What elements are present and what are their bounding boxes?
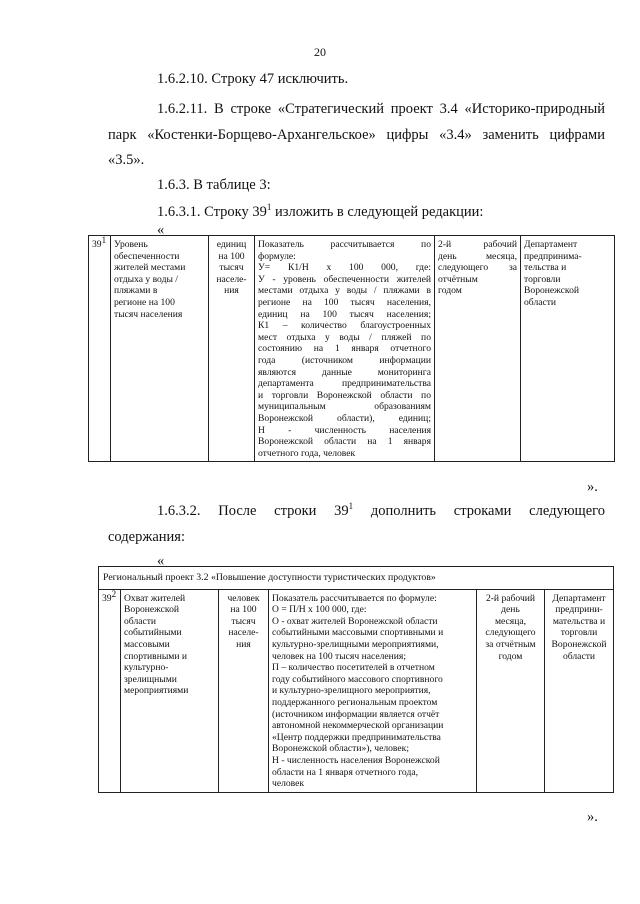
cell-num: $39^2$ xyxy=(99,589,121,792)
cell-line: области xyxy=(124,615,157,627)
paragraph-1-6-2-10: 1.6.2.10. Строку 47 исключить. xyxy=(157,71,349,87)
cell-line: департамента предпринимательства xyxy=(258,378,431,390)
cell-line: мероприятиями xyxy=(124,685,189,697)
cell-line: жителей местами xyxy=(114,262,186,274)
cell-line: У= К1/Н х 100 000, где: xyxy=(258,262,431,274)
cell-line: (источником информации является отчёт xyxy=(272,708,440,720)
cell-line: годом xyxy=(438,285,462,297)
cell-line: являются данные мониторинга xyxy=(258,366,431,378)
cell-line: регионе на 100 xyxy=(114,296,175,308)
cell-line: области xyxy=(562,650,596,662)
cell-line: К1 – количество благоустроенных xyxy=(258,320,431,332)
cell-line: Н - численность населения Воронежской xyxy=(272,754,440,766)
cell-line: мательства и xyxy=(552,615,606,627)
cell-line: следующего xyxy=(485,627,536,639)
cell-line: предпринима- xyxy=(524,250,582,262)
page-number: 20 xyxy=(314,45,326,59)
cell-line: и культурно-зрелищного мероприятия, xyxy=(272,685,431,697)
cell-line: и торговли Воронежской области по xyxy=(258,389,431,401)
paragraph-1-6-3-2-line-2: содержания: xyxy=(108,529,186,545)
table-header-regional-project: Региональный проект 3.2 «Повышение доступности туристических продуктов» xyxy=(99,567,614,590)
cell-line: тысяч xyxy=(231,615,256,627)
cell-line: пляжами в xyxy=(114,285,158,297)
cell-line: Воронежской xyxy=(551,638,607,650)
cell-line: Охват жителей xyxy=(124,592,186,604)
cell-deadline xyxy=(477,589,545,792)
cell-department xyxy=(521,236,615,462)
cell-line: отчётным xyxy=(438,273,478,285)
cell-line: местами отдыха у воды / пляжами в xyxy=(258,285,431,297)
cell-line: торговли xyxy=(524,273,561,285)
cell-line: тысяч населения xyxy=(114,308,183,320)
cell-line: Воронежской xyxy=(124,604,179,616)
cell-line: обеспеченности xyxy=(114,250,180,262)
cell-line: день xyxy=(501,604,520,616)
table-row-39-1 xyxy=(88,235,615,462)
cell-line: за отчётным xyxy=(485,638,536,650)
close-quote-2: ». xyxy=(587,809,598,825)
cell-line: зрелищными xyxy=(124,673,177,685)
cell-line: мест отдыха у воды / пляжей по xyxy=(258,331,431,343)
cell-line: на 100 xyxy=(230,604,257,616)
cell-line: году событийного массового спортивного xyxy=(272,673,443,685)
cell-line: населе- xyxy=(228,627,259,639)
paragraph-1-6-3: 1.6.3. В таблице 3: xyxy=(157,177,271,193)
cell-line: единиц xyxy=(216,239,247,250)
cell-line: Н - численность населения xyxy=(258,424,431,436)
open-quote-2: « xyxy=(157,553,165,569)
cell-line: отдыха у воды / xyxy=(114,273,178,285)
cell-line: на 100 xyxy=(218,250,245,262)
cell-line: П – количество посетителей в отчетном xyxy=(272,662,435,674)
cell-line: 2-й рабочий xyxy=(485,592,536,604)
cell-line: области на 1 января отчетного года, xyxy=(272,766,418,778)
cell-line: регионе на 100 тысяч населения, xyxy=(258,296,431,308)
cell-line: отчетного года, человек xyxy=(258,447,356,459)
cell-method xyxy=(269,589,477,792)
cell-line: Показатель рассчитывается по формуле: xyxy=(272,592,437,604)
cell-line: Департамент xyxy=(524,239,578,250)
cell-line: состоянию на 1 января отчетного xyxy=(258,343,431,355)
cell-line: человек на 100 тысяч населения; xyxy=(272,650,406,662)
cell-line: спортивными и xyxy=(124,650,188,662)
cell-line: тысяч xyxy=(219,262,244,274)
cell-line: человек xyxy=(227,592,260,604)
cell-line: области xyxy=(524,296,557,308)
cell-line: Воронежской области»), человек; xyxy=(272,743,409,755)
cell-line: муниципальным образованиям xyxy=(258,401,431,413)
cell-line: предприни- xyxy=(555,604,603,616)
cell-line: культурно-зрелищными мероприятиями, xyxy=(272,638,439,650)
paragraph-1-6-2-11-line-3: «3.5». xyxy=(108,152,145,168)
cell-unit xyxy=(219,589,269,792)
cell-line: культурно- xyxy=(124,662,169,674)
cell-line: У - уровень обеспеченности жителей xyxy=(258,273,431,285)
cell-line: Воронежской области), единиц; xyxy=(258,412,431,424)
cell-line: Воронежской области на 1 января xyxy=(258,436,431,448)
cell-method xyxy=(255,236,435,462)
cell-line: автономной некоммерческой организации xyxy=(272,720,444,732)
cell-line: событийными xyxy=(124,627,182,639)
cell-line: массовыми xyxy=(124,638,170,650)
cell-line: человек xyxy=(272,778,305,790)
cell-line: событийными массовыми спортивными и xyxy=(272,627,444,639)
cell-line: день месяца, xyxy=(438,250,517,262)
cell-line: тельства и xyxy=(524,262,567,274)
cell-indicator-name xyxy=(121,589,219,792)
cell-line: месяца, xyxy=(494,615,527,627)
cell-num: $39^1$ xyxy=(89,236,111,462)
cell-unit xyxy=(209,236,255,462)
cell-department xyxy=(545,589,614,792)
cell-line: О - охват жителей Воронежской области xyxy=(272,615,438,627)
cell-line: формуле: xyxy=(258,250,296,262)
cell-line: единиц на 100 тысяч населения; xyxy=(258,308,431,320)
cell-deadline xyxy=(435,236,521,462)
cell-line: ния xyxy=(224,285,239,297)
cell-line: поддержанного региональным проектом xyxy=(272,696,438,708)
cell-line: Воронежской xyxy=(524,285,579,297)
cell-line: 2-й рабочий xyxy=(438,239,517,250)
cell-line: года (источником информации xyxy=(258,354,431,366)
cell-indicator-name xyxy=(111,236,209,462)
cell-line: Показатель рассчитывается по xyxy=(258,239,431,250)
paragraph-1-6-3-1: 1.6.3.1. Строку $39^1$ изложить в следующей редакции: xyxy=(157,202,484,220)
cell-line: ния xyxy=(236,638,251,650)
cell-line: «Центр поддержки предпринимательства xyxy=(272,731,441,743)
cell-line: О = П/Н х 100 000, где: xyxy=(272,604,367,616)
cell-line: годом xyxy=(498,650,523,662)
paragraph-1-6-2-11-line-2: парк «Костенки-Борщево-Архангельское» цифры «3.4» заменить цифрами xyxy=(108,127,605,143)
open-quote-1: « xyxy=(157,222,165,238)
paragraph-1-6-3-2-line-1: 1.6.3.2. После строки $39^1$ дополнить строками следующего xyxy=(157,501,605,519)
cell-line: торговли xyxy=(560,627,598,639)
paragraph-1-6-2-11-line-1: 1.6.2.11. В строке «Стратегический проект 3.4 «Историко-природный xyxy=(157,101,605,117)
cell-line: Департамент xyxy=(552,592,606,604)
cell-line: следующего за xyxy=(438,262,517,274)
close-quote-1: ». xyxy=(587,479,598,495)
cell-line: населе- xyxy=(216,273,247,285)
table-regional-project-3-2 xyxy=(98,566,614,793)
cell-line: Уровень xyxy=(114,239,148,250)
